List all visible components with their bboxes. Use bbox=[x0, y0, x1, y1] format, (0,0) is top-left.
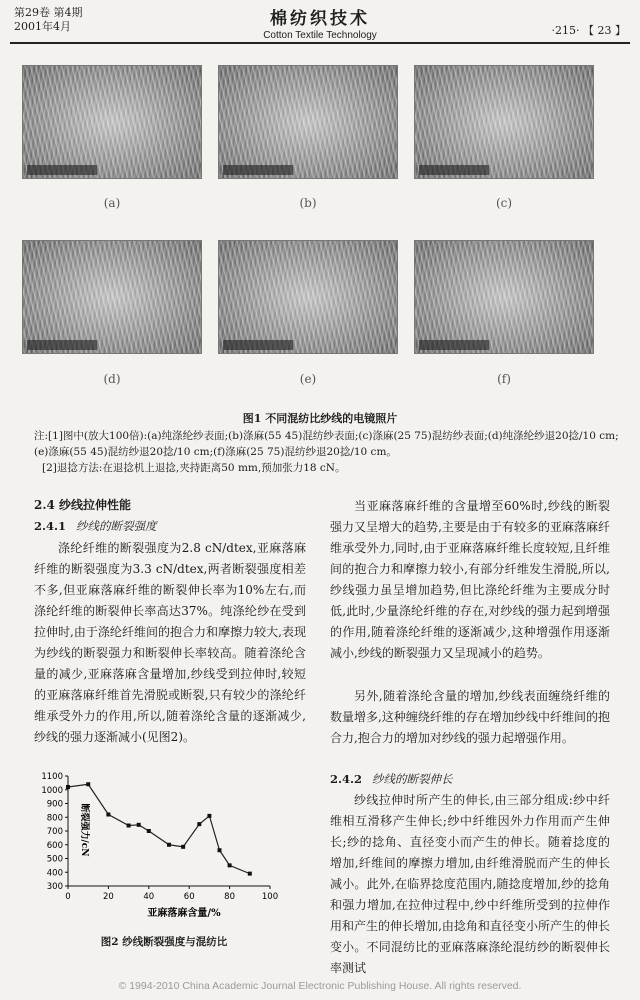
figure1-note-2: [2]退捻方法:在退捻机上退捻,夹持距离50 mm,预加张力18 cN。 bbox=[42, 462, 346, 474]
x-tick-label: 60 bbox=[183, 892, 195, 902]
data-point bbox=[197, 822, 201, 826]
sem-photo-b bbox=[218, 65, 398, 179]
photo-label-e: (e) bbox=[299, 372, 317, 386]
subsection-2-heading bbox=[330, 771, 453, 787]
volume-issue: 第29卷 第4期 bbox=[14, 6, 83, 19]
right-paragraph-1: 当亚麻落麻纤维的含量增至60%时,纱线的断裂强力又呈增大的趋势,主要是由于有较多的亚麻落麻纤维承受外力,同时,由于亚麻落麻纤维长度较短,且纤维间的抱合力和摩擦力较小,有部分纤维发生滑脱,所以,纱线强力虽呈增加趋势,但比涤纶纤维为主要成分时低,此时,少量涤纶纤维的存在,对纱线的强力起到增强的作用,随着涤纶纤维的逐渐减少,这种增强作用逐渐减小,纱线的断裂强力又呈现减小的趋势。 bbox=[330, 499, 610, 660]
x-tick-label: 80 bbox=[224, 892, 236, 902]
chart-y-label: 断裂强力/cN bbox=[79, 803, 89, 857]
x-tick-label: 40 bbox=[143, 892, 155, 902]
figure1-note-1: 注:[1]图中(放大100倍):(a)纯涤纶纱表面;(b)涤麻(55 45)混纺纱表面;(c)涤麻(25 75)混纺纱表面;(d)纯涤纶纱退20捻/10 cm;(e)涤麻(55 45)混纺纱退20捻/10 cm;(f)涤麻(25 75)混纺纱退20捻/10 cm。 bbox=[34, 430, 619, 458]
x-tick-label: 0 bbox=[65, 892, 71, 902]
data-point bbox=[248, 872, 252, 876]
data-point bbox=[66, 785, 70, 789]
y-tick-label: 500 bbox=[46, 854, 63, 865]
y-tick-label: 700 bbox=[46, 827, 63, 837]
data-point bbox=[137, 823, 141, 827]
chart-series bbox=[66, 782, 252, 875]
right-paragraph-3: 纱线拉伸时所产生的伸长,由三部分组成:纱中纤维相互滑移产生伸长;纱中纤维因外力作用而产生伸长;纱的捻角、直径变小而产生的伸长。随着捻度的增加,纤维间的摩擦力增加,由纤维滑脱而产生的伸长减小。此外,在临界捻度范围内,随捻度增加,纱的捻角和强力增加,在拉伸过程中,纱中纤维所受到的拉伸作用和产生的伸长增加,由捻角和直径变小所产生的伸长变小。不同混纺比的亚麻落麻涤纶混纺纱的断裂伸长率测试 bbox=[330, 793, 610, 975]
page-number: ·215· 【 23 】 bbox=[551, 24, 626, 37]
subsection-2-title: 纱线的断裂伸长 bbox=[372, 772, 453, 786]
strength-chart-svg bbox=[34, 770, 284, 920]
sem-photo-f bbox=[414, 240, 594, 354]
figure1-caption: 图1 不同混纺比纱线的电镜照片 bbox=[242, 412, 398, 425]
journal-title-en: Cotton Textile Technology bbox=[263, 30, 377, 41]
journal-title-cn: 棉纺织技术 bbox=[270, 9, 370, 29]
right-paragraph-2: 另外,随着涤纶含量的增加,纱线表面缠绕纤维的数量增多,这种缠绕纤维的存在增加纱线中纤维间的抱合力,抱合力的增加对纱线的强力起增强作用。 bbox=[330, 689, 610, 745]
copyright-footer: © 1994-2010 China Academic Journal Electronic Publishing House. All rights reserved. bbox=[118, 980, 522, 992]
sem-photo-d bbox=[22, 240, 202, 354]
data-point bbox=[228, 863, 232, 867]
journal-title bbox=[0, 4, 640, 41]
header-divider bbox=[10, 42, 630, 44]
sem-photo-a bbox=[22, 65, 202, 179]
section-heading: 2.4 纱线拉伸性能 bbox=[34, 498, 132, 512]
subsection-1-title: 纱线的断裂强度 bbox=[76, 519, 157, 533]
photo-label-f: (f) bbox=[497, 372, 511, 386]
data-point bbox=[181, 845, 185, 849]
y-tick-label: 300 bbox=[46, 882, 63, 892]
photo-label-a: (a) bbox=[103, 196, 121, 210]
data-point bbox=[147, 829, 151, 833]
data-point bbox=[218, 848, 222, 852]
figure2-chart bbox=[34, 770, 284, 920]
sem-photo-c bbox=[414, 65, 594, 179]
y-tick-label: 900 bbox=[46, 799, 63, 810]
data-point bbox=[106, 813, 110, 817]
issue-date: 2001年4月 bbox=[14, 20, 71, 33]
subsection-2-number: 2.4.2 bbox=[330, 772, 363, 786]
subsection-1-heading bbox=[34, 518, 157, 534]
chart-x-label: 亚麻落麻含量/% bbox=[147, 908, 221, 919]
y-tick-label: 400 bbox=[46, 868, 63, 879]
y-tick-label: 800 bbox=[46, 813, 63, 824]
x-tick-label: 20 bbox=[102, 892, 114, 902]
subsection-1-number: 2.4.1 bbox=[34, 519, 67, 533]
sem-photo-e bbox=[218, 240, 398, 354]
x-tick-label: 100 bbox=[261, 892, 279, 902]
photo-label-b: (b) bbox=[299, 196, 317, 210]
photo-label-d: (d) bbox=[103, 372, 121, 386]
strength-series-line bbox=[68, 784, 250, 873]
y-tick-label: 1000 bbox=[41, 785, 63, 796]
figure2-caption: 图2 纱线断裂强度与混纺比 bbox=[100, 936, 228, 948]
data-point bbox=[127, 824, 131, 828]
y-tick-label: 600 bbox=[46, 840, 63, 851]
chart-ticks bbox=[41, 772, 278, 902]
photo-label-c: (c) bbox=[495, 196, 513, 210]
data-point bbox=[207, 814, 211, 818]
figure1-note bbox=[34, 428, 620, 476]
left-paragraph: 涤纶纤维的断裂强度为2.8 cN/dtex,亚麻落麻纤维的断裂强度为3.3 cN/dtex,两者断裂强度相差不多,但亚麻落麻纤维的断裂伸长率为10%左右,而涤纶纤维的断裂伸长率高达37%。纯涤纶纱在受到拉伸时,由于涤纶纤维间的抱合力和摩擦力较大,表现为纱线的断裂强力和断裂伸长率较高。随着涤纶含量的减少,亚麻落麻含量增加,纱线受到拉伸时,较短的亚麻落麻纤维首先滑脱或断裂,只有较少的涤纶纤维承受外力的作用,所以,随着涤纶含量的逐渐减少,纱线的强力逐渐减小(见图2)。 bbox=[34, 541, 306, 744]
y-tick-label: 1100 bbox=[41, 772, 63, 782]
data-point bbox=[86, 782, 90, 786]
data-point bbox=[167, 843, 171, 847]
